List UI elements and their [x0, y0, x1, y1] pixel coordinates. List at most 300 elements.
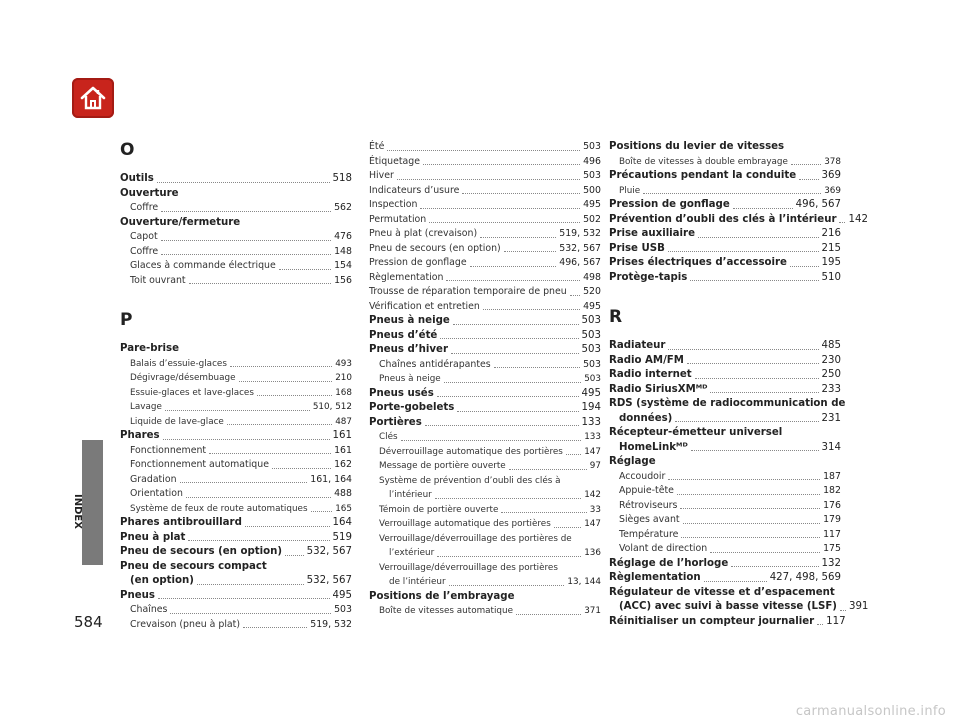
- entry-term: Réglage: [609, 456, 656, 467]
- leader-dots: [501, 512, 586, 513]
- entry-term: Inspection: [369, 199, 418, 210]
- entry-page-ref[interactable]: 194: [581, 402, 601, 413]
- index-entry[interactable]: [369, 184, 601, 199]
- leader-dots: [180, 482, 308, 483]
- home-button[interactable]: [72, 78, 114, 118]
- leader-dots: [227, 424, 332, 425]
- entry-page-ref[interactable]: 498: [583, 271, 601, 283]
- entry-term: Système de feux de route automatiques: [130, 503, 308, 514]
- leader-dots: [480, 237, 556, 238]
- index-entry[interactable]: [609, 441, 841, 456]
- leader-dots: [163, 439, 330, 440]
- entry-term: Coffre: [130, 202, 159, 213]
- index-tab-label: INDEX: [72, 494, 83, 529]
- index-entry[interactable]: [120, 259, 352, 274]
- entry-term: Outils: [120, 173, 154, 184]
- entry-term: Phares: [120, 430, 160, 441]
- leader-dots: [435, 498, 581, 499]
- entry-page-ref[interactable]: 371: [584, 606, 601, 616]
- index-entry[interactable]: [369, 271, 601, 286]
- entry-term: Gradation: [130, 473, 177, 485]
- entry-term: Pneu à plat: [120, 531, 186, 543]
- leader-dots: [687, 363, 819, 364]
- entry-page-ref[interactable]: 496, 567: [795, 199, 841, 210]
- entry-term: Récepteur-émetteur universel: [609, 427, 783, 438]
- index-entry[interactable]: [369, 459, 601, 474]
- index-entry[interactable]: [120, 201, 352, 216]
- index-entry[interactable]: [369, 140, 601, 155]
- entry-term: Liquide de lave-glace: [130, 416, 224, 427]
- leader-dots: [698, 237, 819, 238]
- index-entry[interactable]: [609, 615, 846, 630]
- index-entry[interactable]: [369, 242, 601, 257]
- entry-term: Fonctionnement: [130, 444, 207, 456]
- leader-dots: [161, 211, 331, 212]
- leader-dots: [451, 353, 579, 354]
- entry-term: HomeLinkᴹᴰ: [619, 441, 688, 453]
- index-entry[interactable]: [609, 140, 841, 155]
- leader-dots: [189, 283, 332, 284]
- entry-term: Trousse de réparation temporaire de pneu: [369, 286, 567, 297]
- entry-page-ref[interactable]: 495: [581, 387, 601, 399]
- index-entry[interactable]: [609, 513, 841, 528]
- entry-page-ref[interactable]: 532, 567: [559, 242, 601, 254]
- entry-term: Crevaison (pneu à plat): [130, 618, 241, 630]
- entry-page-ref[interactable]: 496: [583, 155, 601, 167]
- entry-term: Dégivrage/désembuage: [130, 373, 236, 383]
- index-entry[interactable]: [120, 603, 352, 618]
- index-column-1: [120, 140, 352, 632]
- leader-dots: [817, 624, 823, 625]
- leader-dots: [285, 555, 304, 556]
- index-entry[interactable]: [120, 618, 352, 633]
- index-entry[interactable]: [120, 371, 352, 386]
- index-entry[interactable]: [120, 473, 352, 488]
- leader-dots: [681, 537, 820, 538]
- index-entry[interactable]: [369, 445, 601, 460]
- entry-page-ref[interactable]: 13, 144: [567, 577, 601, 587]
- entry-term: Radio AM/FM: [609, 354, 684, 366]
- entry-page-ref[interactable]: 503: [581, 315, 601, 326]
- home-icon: [79, 84, 107, 112]
- entry-term: Prise auxiliaire: [609, 228, 695, 239]
- entry-page-ref[interactable]: 162: [334, 459, 352, 470]
- entry-term: Ouverture: [120, 187, 179, 199]
- entry-term: Pneus à neige: [369, 315, 450, 326]
- entry-page-ref[interactable]: 503: [581, 344, 601, 355]
- entry-page-ref[interactable]: 391: [848, 601, 869, 612]
- entry-page-ref[interactable]: 133: [581, 416, 601, 428]
- entry-page-ref[interactable]: 117: [826, 615, 846, 627]
- index-entry[interactable]: [120, 502, 352, 517]
- entry-page-ref[interactable]: 161, 164: [310, 473, 352, 485]
- index-entry[interactable]: [369, 488, 601, 503]
- entry-term: Chaînes: [130, 604, 168, 615]
- entry-term: Permutation: [369, 213, 427, 225]
- entry-term: Réinitialiser un compteur journalier: [609, 615, 815, 627]
- entry-page-ref[interactable]: 485: [821, 340, 841, 351]
- leader-dots: [279, 269, 331, 270]
- entry-page-ref[interactable]: 495: [583, 199, 601, 210]
- entry-term: l’intérieur: [389, 490, 432, 500]
- leader-dots: [680, 508, 820, 509]
- index-entry[interactable]: [609, 542, 841, 557]
- index-entry[interactable]: [120, 487, 352, 502]
- entry-page-ref[interactable]: 33: [589, 504, 601, 515]
- entry-page-ref[interactable]: 176: [823, 499, 841, 511]
- leader-dots: [462, 193, 580, 194]
- entry-term: Boîte de vitesses automatique: [379, 606, 514, 616]
- index-entry[interactable]: [609, 256, 841, 271]
- entry-page-ref[interactable]: 488: [334, 488, 352, 499]
- entry-term: Pneu à plat (crevaison): [369, 228, 478, 239]
- index-entry[interactable]: [369, 198, 601, 213]
- leader-dots: [504, 251, 557, 252]
- index-entry[interactable]: [120, 444, 352, 459]
- leader-dots: [188, 540, 329, 541]
- entry-term: Verrouillage/déverrouillage des portières: [379, 562, 558, 573]
- index-entry[interactable]: [120, 357, 352, 372]
- page-number: 584: [74, 613, 103, 631]
- entry-page-ref[interactable]: 161: [332, 430, 352, 441]
- entry-term: Protège-tapis: [609, 271, 688, 283]
- index-entry[interactable]: [369, 575, 601, 590]
- leader-dots: [420, 208, 580, 209]
- section-letter: O: [120, 140, 135, 160]
- entry-term: Pluie: [619, 185, 641, 196]
- index-entry[interactable]: [120, 531, 352, 546]
- leader-dots: [158, 598, 330, 599]
- entry-term: Étiquetage: [369, 155, 421, 167]
- leader-dots: [157, 182, 330, 183]
- index-entry[interactable]: [609, 184, 841, 199]
- entry-page-ref[interactable]: 187: [823, 470, 841, 482]
- index-entry[interactable]: [369, 590, 601, 605]
- entry-term: Sièges avant: [619, 514, 680, 525]
- index-entry[interactable]: [120, 230, 352, 245]
- entry-term: Rétroviseurs: [619, 499, 678, 511]
- index-entry[interactable]: [609, 528, 841, 543]
- entry-page-ref[interactable]: 369: [824, 185, 841, 196]
- entry-page-ref[interactable]: 179: [823, 514, 841, 525]
- index-entry[interactable]: [369, 430, 601, 445]
- entry-page-ref[interactable]: 133: [584, 432, 601, 442]
- entry-term: Pneus: [120, 589, 155, 601]
- leader-dots: [677, 494, 820, 495]
- entry-page-ref[interactable]: 495: [583, 300, 601, 312]
- entry-term: Toit ouvrant: [130, 274, 186, 286]
- index-entry[interactable]: [369, 546, 601, 561]
- index-entry[interactable]: [609, 242, 841, 257]
- entry-page-ref[interactable]: 216: [821, 228, 841, 239]
- index-entry[interactable]: [120, 458, 352, 473]
- index-entry[interactable]: [609, 155, 841, 170]
- leader-dots: [710, 552, 820, 553]
- index-entry[interactable]: [369, 401, 601, 416]
- entry-page-ref[interactable]: 503: [583, 170, 601, 181]
- index-entry[interactable]: [369, 227, 601, 242]
- entry-term: Été: [369, 141, 385, 152]
- index-entry[interactable]: [609, 586, 841, 601]
- index-entry[interactable]: [609, 339, 841, 354]
- entry-page-ref[interactable]: 233: [821, 383, 841, 395]
- entry-term: Régulateur de vitesse et d’espacement: [609, 586, 835, 598]
- entry-page-ref[interactable]: 195: [821, 257, 841, 268]
- index-entry[interactable]: [120, 516, 352, 531]
- entry-page-ref[interactable]: 136: [584, 548, 601, 558]
- entry-term: Pneu de secours compact: [120, 560, 267, 572]
- entry-page-ref[interactable]: 502: [583, 213, 601, 225]
- index-entry[interactable]: [120, 589, 352, 604]
- entry-term: Chaînes antidérapantes: [379, 358, 491, 370]
- index-entry[interactable]: [609, 397, 846, 412]
- leader-dots: [733, 208, 793, 209]
- index-entry[interactable]: [369, 343, 601, 358]
- index-entry[interactable]: [120, 415, 352, 430]
- leader-dots: [446, 280, 580, 281]
- entry-term: (ACC) avec suivi à basse vitesse (LSF): [619, 601, 837, 612]
- entry-page-ref[interactable]: 496, 567: [559, 257, 601, 268]
- entry-page-ref[interactable]: 503: [584, 374, 601, 384]
- index-entry[interactable]: [369, 416, 601, 431]
- entry-term: Vérification et entretien: [369, 300, 480, 312]
- index-side-tab[interactable]: [82, 440, 103, 565]
- entry-term: Pare-brise: [120, 343, 180, 354]
- leader-dots: [668, 251, 819, 252]
- leader-dots: [161, 254, 331, 255]
- entry-page-ref[interactable]: 175: [823, 543, 841, 554]
- leader-dots: [470, 266, 557, 267]
- leader-dots: [457, 411, 578, 412]
- entry-page-ref[interactable]: 503: [583, 141, 601, 152]
- leader-dots: [690, 280, 818, 281]
- entry-page-ref[interactable]: 500: [583, 184, 601, 196]
- index-entry[interactable]: [369, 561, 601, 576]
- index-entry[interactable]: [120, 172, 352, 187]
- entry-page-ref[interactable]: 518: [332, 173, 352, 184]
- index-column-2: [369, 140, 601, 619]
- entry-term: Radiateur: [609, 340, 666, 351]
- index-entry[interactable]: [369, 256, 601, 271]
- index-entry[interactable]: [369, 358, 601, 373]
- leader-dots: [839, 222, 845, 223]
- entry-term: Portières: [369, 416, 422, 428]
- leader-dots: [668, 349, 818, 350]
- index-entry[interactable]: [120, 216, 352, 231]
- index-entry[interactable]: [120, 274, 352, 289]
- index-entry[interactable]: [609, 455, 841, 470]
- watermark: carmanualsonline.info: [795, 704, 946, 719]
- entry-page-ref[interactable]: 161: [334, 444, 352, 456]
- entry-page-ref[interactable]: 165: [335, 503, 352, 514]
- section-letter: R: [609, 307, 623, 327]
- index-entry[interactable]: [609, 412, 841, 427]
- index-entry[interactable]: [369, 517, 601, 532]
- leader-dots: [197, 584, 304, 585]
- entry-page-ref[interactable]: 168: [335, 387, 352, 398]
- entry-page-ref[interactable]: 147: [584, 446, 601, 457]
- leader-dots: [425, 425, 579, 426]
- index-entry[interactable]: [120, 574, 352, 589]
- entry-page-ref[interactable]: 519, 532: [559, 228, 601, 239]
- entry-page-ref[interactable]: 164: [332, 517, 352, 528]
- entry-term: (en option): [130, 575, 194, 586]
- index-entry[interactable]: [369, 372, 601, 387]
- leader-dots: [437, 396, 579, 397]
- leader-dots: [840, 610, 846, 611]
- entry-term: Pneus usés: [369, 387, 434, 399]
- entry-page-ref[interactable]: 476: [334, 231, 352, 242]
- index-entry[interactable]: [609, 213, 868, 228]
- entry-page-ref[interactable]: 142: [584, 490, 601, 500]
- index-entry[interactable]: [609, 169, 841, 184]
- entry-page-ref[interactable]: 148: [334, 245, 352, 257]
- entry-page-ref[interactable]: 520: [583, 286, 601, 297]
- entry-term: de l’intérieur: [389, 577, 446, 587]
- leader-dots: [440, 338, 578, 339]
- entry-page-ref[interactable]: 503: [334, 604, 352, 615]
- index-entry[interactable]: [369, 213, 601, 228]
- index-entry[interactable]: [609, 571, 841, 586]
- entry-page-ref[interactable]: 231: [821, 412, 841, 424]
- leader-dots: [675, 421, 818, 422]
- leader-dots: [429, 222, 580, 223]
- index-entry[interactable]: [609, 470, 841, 485]
- leader-dots: [230, 366, 332, 367]
- index-entry[interactable]: [369, 314, 601, 329]
- leader-dots: [791, 164, 821, 165]
- entry-page-ref[interactable]: 210: [335, 373, 352, 383]
- entry-page-ref[interactable]: 142: [848, 213, 868, 225]
- index-entry[interactable]: [609, 557, 841, 572]
- entry-page-ref[interactable]: 97: [589, 461, 601, 471]
- entry-term: Clés: [379, 432, 398, 442]
- entry-page-ref[interactable]: 562: [334, 202, 352, 213]
- index-entry[interactable]: [369, 503, 601, 518]
- entry-page-ref[interactable]: 493: [335, 358, 352, 369]
- index-entry[interactable]: [369, 285, 601, 300]
- entry-page-ref[interactable]: 510: [821, 271, 841, 283]
- leader-dots: [401, 440, 582, 441]
- index-entry[interactable]: [120, 545, 352, 560]
- entry-page-ref[interactable]: 369: [821, 170, 841, 181]
- index-entry[interactable]: [120, 429, 352, 444]
- entry-page-ref[interactable]: 154: [334, 260, 352, 271]
- leader-dots: [516, 614, 581, 615]
- entry-term: Précautions pendant la conduite: [609, 170, 797, 181]
- entry-term: données): [619, 412, 673, 424]
- index-entry[interactable]: [369, 387, 601, 402]
- index-entry[interactable]: [369, 155, 601, 170]
- entry-term: Orientation: [130, 488, 183, 499]
- entry-term: Coffre: [130, 245, 159, 257]
- index-entry[interactable]: [609, 499, 841, 514]
- entry-term: Prises électriques d’accessoire: [609, 257, 787, 268]
- entry-page-ref[interactable]: 156: [334, 274, 352, 286]
- entry-page-ref[interactable]: 532, 567: [306, 575, 352, 586]
- entry-term: Pneus à neige: [379, 374, 441, 384]
- entry-term: Balais d’essuie-glaces: [130, 358, 227, 369]
- index-entry[interactable]: [609, 368, 841, 383]
- entry-page-ref[interactable]: 117: [823, 528, 841, 540]
- leader-dots: [790, 266, 819, 267]
- entry-term: Positions de l’embrayage: [369, 590, 515, 602]
- entry-page-ref[interactable]: 250: [821, 369, 841, 380]
- index-entry[interactable]: [369, 474, 601, 489]
- index-entry[interactable]: [120, 560, 352, 575]
- index-entry[interactable]: [609, 198, 841, 213]
- index-entry[interactable]: [369, 532, 601, 547]
- entry-term: Prise USB: [609, 242, 665, 254]
- index-entry[interactable]: [369, 169, 601, 184]
- entry-page-ref[interactable]: 510, 512: [312, 402, 352, 412]
- entry-page-ref[interactable]: 378: [824, 156, 841, 167]
- index-entry[interactable]: [609, 600, 869, 615]
- entry-page-ref[interactable]: 503: [583, 358, 601, 370]
- leader-dots: [272, 468, 331, 469]
- index-entry[interactable]: [120, 400, 352, 415]
- entry-page-ref[interactable]: 532, 567: [306, 546, 352, 557]
- index-entry[interactable]: [609, 426, 841, 441]
- entry-page-ref[interactable]: 519: [332, 531, 352, 543]
- entry-term: Témoin de portière ouverte: [379, 504, 499, 515]
- entry-page-ref[interactable]: 182: [823, 485, 841, 496]
- index-entry[interactable]: [120, 342, 352, 357]
- index-entry[interactable]: [369, 329, 601, 344]
- leader-dots: [245, 526, 330, 527]
- entry-term: Lavage: [130, 402, 162, 412]
- entry-page-ref[interactable]: 147: [584, 519, 601, 529]
- entry-page-ref[interactable]: 495: [332, 589, 352, 601]
- entry-term: Pression de gonflage: [369, 257, 467, 268]
- entry-page-ref[interactable]: 503: [581, 329, 601, 341]
- leader-dots: [387, 150, 580, 151]
- leader-dots: [691, 450, 819, 451]
- entry-page-ref[interactable]: 427, 498, 569: [769, 572, 841, 583]
- leader-dots: [483, 309, 580, 310]
- entry-term: Règlementation: [369, 271, 444, 283]
- leader-dots: [423, 164, 580, 165]
- entry-term: Prévention d’oubli des clés à l’intérieur: [609, 213, 837, 225]
- entry-term: Glaces à commande électrique: [130, 260, 276, 271]
- entry-page-ref[interactable]: 314: [821, 441, 841, 453]
- entry-term: Température: [619, 528, 679, 540]
- entry-page-ref[interactable]: 132: [821, 557, 841, 569]
- entry-page-ref[interactable]: 230: [821, 354, 841, 366]
- index-entry[interactable]: [120, 245, 352, 260]
- leader-dots: [494, 367, 580, 368]
- leader-dots: [449, 585, 565, 586]
- entry-page-ref[interactable]: 487: [335, 416, 352, 427]
- index-entry[interactable]: [609, 484, 841, 499]
- entry-term: Pression de gonflage: [609, 199, 730, 210]
- leader-dots: [239, 381, 333, 382]
- leader-dots: [566, 454, 581, 455]
- index-entry[interactable]: [609, 271, 841, 286]
- index-entry[interactable]: [120, 386, 352, 401]
- index-entry[interactable]: [609, 354, 841, 369]
- entry-term: Porte-gobelets: [369, 402, 455, 413]
- index-entry[interactable]: [609, 227, 841, 242]
- leader-dots: [704, 581, 767, 582]
- index-entry[interactable]: [369, 604, 601, 619]
- index-entry[interactable]: [369, 300, 601, 315]
- index-entry[interactable]: [120, 187, 352, 202]
- entry-term: Phares antibrouillard: [120, 517, 242, 528]
- entry-page-ref[interactable]: 519, 532: [310, 618, 352, 630]
- index-entry[interactable]: [609, 383, 841, 398]
- entry-page-ref[interactable]: 215: [821, 242, 841, 254]
